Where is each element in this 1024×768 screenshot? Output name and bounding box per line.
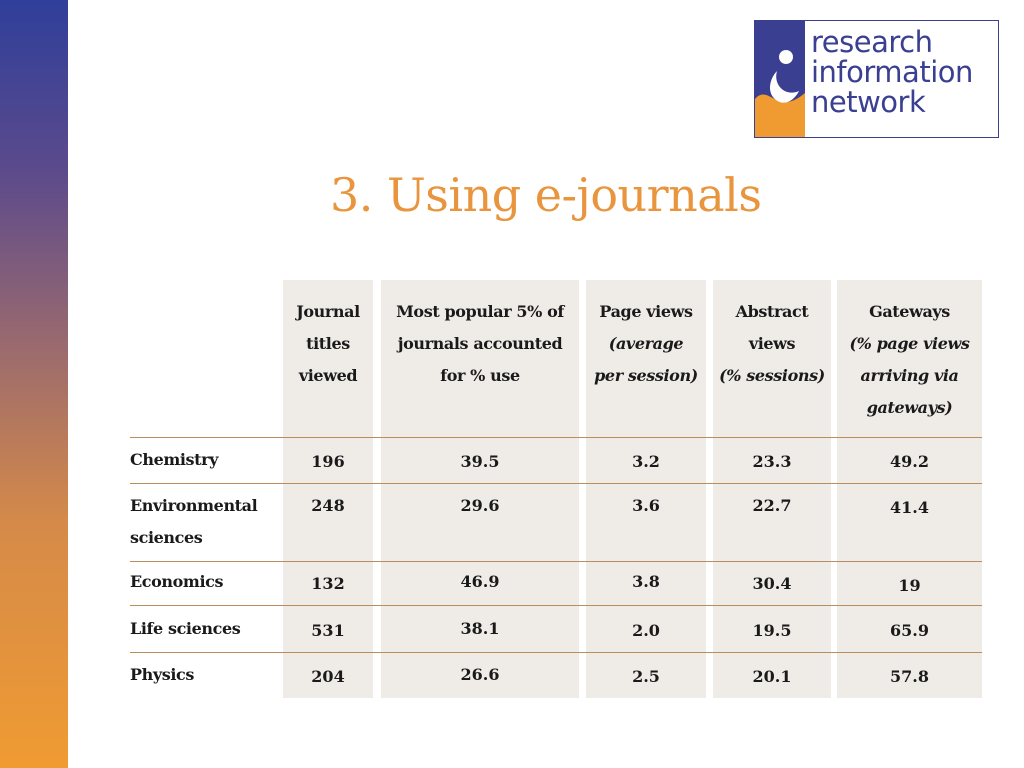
table-cell: 3.6	[632, 496, 660, 515]
header-line: journals accounted	[397, 334, 563, 353]
header-line: Journal	[296, 302, 360, 321]
row-label-line: Economics	[130, 572, 224, 591]
header-gateways	[837, 296, 982, 424]
table-cell: 39.5	[460, 452, 500, 471]
header-line: titles	[306, 334, 350, 353]
row-divider	[130, 437, 982, 438]
header-journal-titles	[283, 296, 373, 392]
table-cell: 22.7	[752, 496, 792, 515]
row-label-line: Environmental	[130, 496, 258, 515]
header-line: (average	[608, 334, 684, 353]
header-abstract-views	[713, 296, 831, 392]
row-label-environmental-sciences	[130, 490, 257, 554]
header-line: Page views	[599, 302, 693, 321]
logo-line-2: information	[811, 55, 973, 89]
table-cell: 3.2	[632, 452, 660, 471]
table-cell: 29.6	[460, 496, 500, 515]
table-cell: 19	[898, 576, 921, 595]
table-cell: 57.8	[890, 667, 929, 686]
table-cell: 204	[311, 667, 345, 686]
header-line: Gateways	[869, 302, 950, 321]
row-label-line: Life sciences	[130, 619, 241, 638]
row-label-chemistry	[130, 444, 218, 476]
usage-table	[130, 280, 982, 698]
table-cell: 46.9	[460, 572, 500, 591]
table-cell: 132	[311, 574, 345, 593]
header-line: gateways)	[866, 398, 953, 417]
table-cell: 49.2	[890, 452, 929, 471]
slide-title: 3. Using e-journals	[330, 168, 762, 222]
table-cell: 2.5	[632, 667, 660, 686]
table-cell: 3.8	[632, 572, 660, 591]
header-page-views	[586, 296, 706, 392]
logo-line-3: network	[811, 85, 926, 119]
table-cell: 26.6	[460, 665, 500, 684]
table-cell: 20.1	[752, 667, 792, 686]
header-most-popular	[381, 296, 579, 392]
header-line: arriving via	[860, 366, 959, 385]
row-label-economics	[130, 566, 223, 598]
header-line: viewed	[298, 366, 358, 385]
rin-logo	[754, 20, 999, 138]
header-line: for % use	[440, 366, 520, 385]
side-gradient-bar	[0, 0, 68, 768]
table-cell: 30.4	[752, 574, 792, 593]
header-line: Abstract	[735, 302, 809, 321]
row-divider	[130, 483, 982, 484]
row-label-life-sciences	[130, 613, 240, 645]
row-divider	[130, 652, 982, 653]
logo-i-mark-icon	[755, 21, 805, 137]
table-cell: 531	[311, 621, 345, 640]
table-cell: 41.4	[890, 498, 929, 517]
table-cell: 2.0	[632, 621, 660, 640]
logo-wordmark	[811, 27, 973, 117]
row-label-line: Physics	[130, 665, 194, 684]
logo-line-1: research	[811, 25, 933, 59]
header-line: (% page views	[849, 334, 970, 353]
header-line: (% sessions)	[719, 366, 825, 385]
table-cell: 23.3	[752, 452, 792, 471]
table-cell: 19.5	[752, 621, 792, 640]
table-cell: 65.9	[890, 621, 929, 640]
row-label-line: Chemistry	[130, 450, 219, 469]
table-cell: 38.1	[460, 619, 500, 638]
table-cell: 196	[311, 452, 345, 471]
row-divider	[130, 561, 982, 562]
row-divider	[130, 605, 982, 606]
header-line: per session)	[594, 366, 698, 385]
header-line: Most popular 5% of	[396, 302, 564, 321]
row-label-physics	[130, 659, 194, 691]
table-cell: 248	[311, 496, 345, 515]
header-line: views	[748, 334, 796, 353]
row-label-line: sciences	[130, 528, 203, 547]
